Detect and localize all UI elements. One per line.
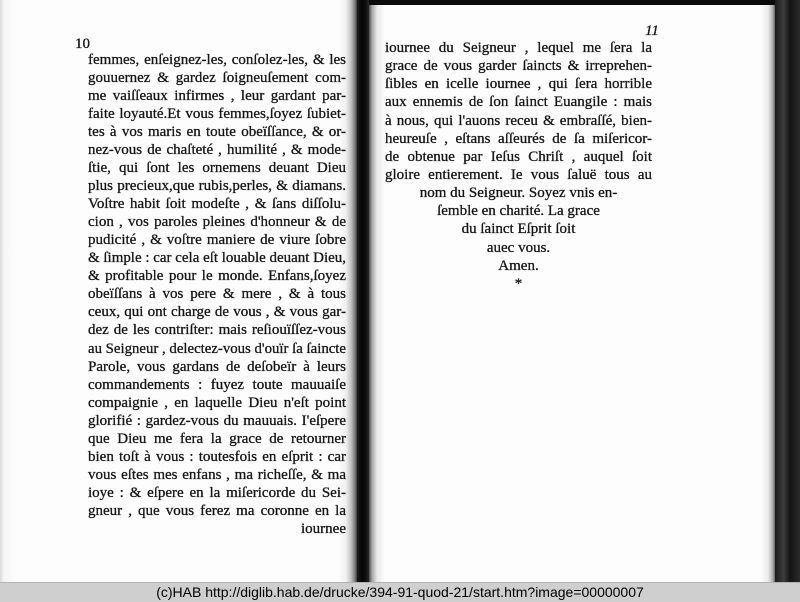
book-gutter <box>357 0 369 582</box>
text-line: glorifié : gardez-vous du mauuais. I'eſpere <box>88 412 346 429</box>
text-line: ſibles en icelle iournee , qui ſera horrible <box>385 76 652 93</box>
right-page <box>369 5 775 582</box>
text-line: pudicité , & voſtre maniere de viure ſobre <box>88 232 346 249</box>
text-line: ceux, qui ont charge de vous , & vous gar- <box>88 304 346 321</box>
text-line: aux ennemis de ſon ſainct Euangile : mais <box>385 94 652 111</box>
right-page-text <box>385 39 652 293</box>
page-edge <box>775 0 800 582</box>
text-line: heureuſe , eſtans aſſeurés de ſa miſericor- <box>385 130 652 147</box>
text-line: commandements : fuyez toute mauuaiſe <box>88 376 346 393</box>
closing-line: du ſainct Eſprit ſoit <box>461 221 576 238</box>
text-line: vous eſtes mes enfans , ma richeſſe, & ma <box>88 466 346 483</box>
text-line: dez de les contriſter: mais reſiouïſſez-vous <box>88 322 346 339</box>
text-line: obeïſſans à vos pere & mere , & à tous <box>88 286 346 303</box>
text-line: iournee du Seigneur , lequel me ſera la <box>385 40 652 56</box>
left-page <box>0 0 357 582</box>
text-line: au Seigneur , delectez-vous d'ouïr ſa ſaincte <box>88 340 346 357</box>
text-line: femmes, enſeignez-les, conſolez-les, & les <box>88 52 346 68</box>
closing-line: auec vous. <box>486 239 551 256</box>
text-line: plus precieux,que rubis,perles, & diamans. <box>88 178 346 195</box>
text-line: à nous, qui l'auons receu & embraſſé, bien- <box>385 112 652 129</box>
text-line: nez-vous de chaſteté , humilité , & mode- <box>88 142 346 159</box>
text-line: que Dieu me fera la grace de retourner <box>88 430 346 447</box>
closing-line: ſemble en charité. La grace <box>437 203 600 220</box>
text-line: bien toſt à vous : toutesfois en eſprit : car <box>88 448 346 465</box>
text-line: grace de vous garder ſaincts & irreprehen- <box>385 58 652 75</box>
text-line: & ſimple : car cela eſt louable deuant Dieu, <box>88 250 346 267</box>
text-line: de obtenue par Ieſus Chriſt , auquel ſoit <box>385 148 652 165</box>
text-line: tes à vos maris en toute obeïſſance, & or- <box>88 124 346 141</box>
text-line: & profitable pour le monde. Enfans,ſoyez <box>88 268 346 285</box>
footer-bar <box>0 582 800 602</box>
text-line: gloire entierement. Ie vous ſaluë tous au <box>385 166 652 183</box>
text-line: ioye : & eſpere en la miſericorde du Sei- <box>88 484 346 501</box>
text-line: Voſtre habit ſoit modeſte , & ſans diſſolu- <box>88 196 346 213</box>
text-line: faite loyauté.Et vous femmes,ſoyez ſubiet- <box>88 106 346 123</box>
page-number: 10 <box>75 36 90 52</box>
text-line: compaignie , en laquelle Dieu n'eſt point <box>88 394 346 411</box>
page-number: 11 <box>645 23 659 39</box>
text-line: ſtie, qui ſont les ornemens deuant Dieu <box>88 160 346 177</box>
ornament: * <box>514 275 523 292</box>
catchword: iournee <box>301 520 346 537</box>
footer-credit: (c)HAB http://diglib.hab.de/drucke/394-91-quod-21/start.htm?image=00000007 <box>156 584 644 600</box>
text-line: gouuernez & gardez ſoigneuſement com- <box>88 70 346 87</box>
closing-line: Amen. <box>498 257 539 274</box>
text-line: cion , vos paroles pleines d'honneur & de <box>88 214 346 231</box>
closing-line: nom du Seigneur. Soyez vnis en- <box>419 185 618 202</box>
text-line: Parole, vous gardans de deſobeïr à leurs <box>88 358 346 375</box>
left-page-text <box>88 51 346 538</box>
text-line: gneur , que vous ferez ma coronne en la <box>88 502 346 519</box>
text-line: me vaiſſeaux infirmes , leur gardant par- <box>88 88 346 105</box>
